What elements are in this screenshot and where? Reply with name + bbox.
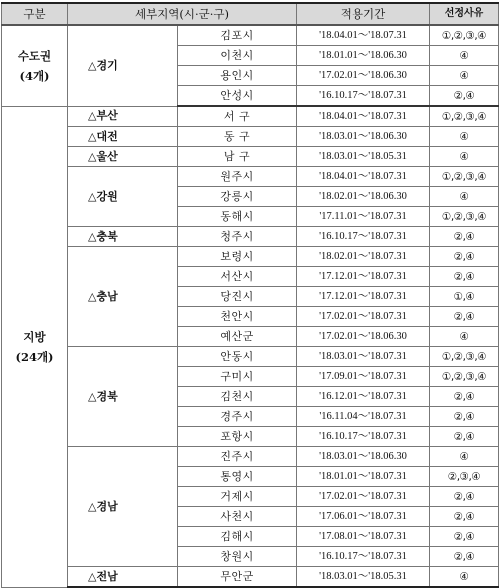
reason-cell: ④	[430, 127, 499, 147]
sub-region-cell: △충남	[68, 247, 178, 347]
period-cell: '18.03.01～'18.05.31	[297, 567, 430, 588]
reason-cell: ②,④	[430, 227, 499, 247]
period-cell: '17.06.01～'18.07.31	[297, 507, 430, 527]
sub-region-cell: △경북	[68, 347, 178, 447]
reason-cell: ②,④	[430, 407, 499, 427]
period-cell: '16.10.17～'18.07.31	[297, 427, 430, 447]
period-cell: '18.04.01～'18.07.31	[297, 25, 430, 46]
reason-cell: ④	[430, 187, 499, 207]
category-cell	[2, 25, 68, 106]
reason-cell: ①,②,③,④	[430, 207, 499, 227]
sub-region-cell: △충북	[68, 227, 178, 247]
reason-cell: ①,②,③,④	[430, 106, 499, 127]
reason-cell: ②,④	[430, 267, 499, 287]
category-name: 지방	[23, 329, 46, 344]
table-row	[2, 167, 499, 187]
district-cell: 예산군	[178, 327, 297, 347]
reason-cell: ①,②,③,④	[430, 167, 499, 187]
table-row	[2, 447, 499, 467]
period-cell: '18.04.01～'18.07.31	[297, 167, 430, 187]
district-cell: 이천시	[178, 46, 297, 66]
table-row	[2, 106, 499, 127]
district-cell: 김포시	[178, 25, 297, 46]
table-row	[2, 227, 499, 247]
district-cell: 무안군	[178, 567, 297, 588]
period-cell: '17.09.01～'18.07.31	[297, 367, 430, 387]
district-cell: 보령시	[178, 247, 297, 267]
period-cell: '16.10.17～'18.07.31	[297, 86, 430, 107]
header-category: 구분	[2, 3, 68, 25]
reason-cell: ①,④	[430, 287, 499, 307]
sub-region-cell: △경남	[68, 447, 178, 567]
district-cell: 경주시	[178, 407, 297, 427]
reason-cell: ②,④	[430, 86, 499, 107]
period-cell: '18.03.01～'18.06.30	[297, 447, 430, 467]
category-name: 수도권	[17, 48, 52, 63]
sub-region-cell: △대전	[68, 127, 178, 147]
region-table	[1, 2, 499, 588]
period-cell: '16.12.01～'18.07.31	[297, 387, 430, 407]
reason-cell: ②,④	[430, 307, 499, 327]
reason-cell: ④	[430, 567, 499, 588]
table-row	[2, 127, 499, 147]
district-cell: 포항시	[178, 427, 297, 447]
period-cell: '17.12.01～'18.07.31	[297, 287, 430, 307]
region-table-container	[1, 2, 498, 588]
reason-cell: ②,④	[430, 527, 499, 547]
reason-cell: ①,②,③,④	[430, 25, 499, 46]
period-cell: '18.01.01～'18.06.30	[297, 46, 430, 66]
period-cell: '18.02.01～'18.06.30	[297, 187, 430, 207]
district-cell: 용인시	[178, 66, 297, 86]
reason-cell: ①,②,③,④	[430, 347, 499, 367]
table-row	[2, 247, 499, 267]
district-cell: 동 구	[178, 127, 297, 147]
district-cell: 원주시	[178, 167, 297, 187]
district-cell: 사천시	[178, 507, 297, 527]
period-cell: '17.08.01～'18.07.31	[297, 527, 430, 547]
district-cell: 청주시	[178, 227, 297, 247]
district-cell: 남 구	[178, 147, 297, 167]
period-cell: '18.03.01～'18.06.30	[297, 127, 430, 147]
period-cell: '18.03.01～'18.05.31	[297, 147, 430, 167]
header-reason: 선정사유	[430, 3, 499, 25]
reason-cell: ②,③,④	[430, 467, 499, 487]
reason-cell: ①,②,③,④	[430, 367, 499, 387]
district-cell: 서 구	[178, 106, 297, 127]
reason-cell: ④	[430, 327, 499, 347]
reason-cell: ②,④	[430, 507, 499, 527]
period-cell: '17.02.01～'18.07.31	[297, 307, 430, 327]
district-cell: 통영시	[178, 467, 297, 487]
district-cell: 진주시	[178, 447, 297, 467]
period-cell: '17.02.01～'18.06.30	[297, 66, 430, 86]
period-cell: '16.10.17～'18.07.31	[297, 227, 430, 247]
period-cell: '17.02.01～'18.06.30	[297, 327, 430, 347]
reason-cell: ②,④	[430, 487, 499, 507]
reason-cell: ②,④	[430, 387, 499, 407]
district-cell: 동해시	[178, 207, 297, 227]
reason-cell: ④	[430, 147, 499, 167]
district-cell: 김해시	[178, 527, 297, 547]
district-cell: 안성시	[178, 86, 297, 107]
header-region: 세부지역(시·군·구)	[68, 3, 297, 25]
reason-cell: ②,④	[430, 427, 499, 447]
district-cell: 서산시	[178, 267, 297, 287]
sub-region-cell: △강원	[68, 167, 178, 227]
reason-cell: ④	[430, 46, 499, 66]
district-cell: 창원시	[178, 547, 297, 567]
district-cell: 구미시	[178, 367, 297, 387]
period-cell: '16.10.17～'18.07.31	[297, 547, 430, 567]
reason-cell: ②,④	[430, 247, 499, 267]
reason-cell: ④	[430, 447, 499, 467]
period-cell: '18.03.01～'18.07.31	[297, 347, 430, 367]
period-cell: '18.01.01～'18.07.31	[297, 467, 430, 487]
period-cell: '17.11.01～'18.07.31	[297, 207, 430, 227]
category-cell	[2, 106, 68, 587]
district-cell: 김천시	[178, 387, 297, 407]
period-cell: '18.04.01～'18.07.31	[297, 106, 430, 127]
header-row	[2, 3, 499, 25]
district-cell: 안동시	[178, 347, 297, 367]
table-row	[2, 147, 499, 167]
period-cell: '17.12.01～'18.07.31	[297, 267, 430, 287]
table-row	[2, 25, 499, 46]
district-cell: 거제시	[178, 487, 297, 507]
period-cell: '16.11.04～'18.07.31	[297, 407, 430, 427]
district-cell: 천안시	[178, 307, 297, 327]
period-cell: '18.02.01～'18.07.31	[297, 247, 430, 267]
reason-cell: ④	[430, 66, 499, 86]
district-cell: 강릉시	[178, 187, 297, 207]
period-cell: '17.02.01～'18.07.31	[297, 487, 430, 507]
sub-region-cell: △울산	[68, 147, 178, 167]
table-body	[2, 25, 499, 587]
sub-region-cell: △부산	[68, 106, 178, 127]
reason-cell: ②,④	[430, 547, 499, 567]
district-cell: 당진시	[178, 287, 297, 307]
category-count: (24개)	[15, 349, 54, 364]
sub-region-cell: △전남	[68, 567, 178, 588]
sub-region-cell: △경기	[68, 25, 178, 106]
category-count: (4개)	[19, 68, 50, 83]
header-period: 적용기간	[297, 3, 430, 25]
table-row	[2, 347, 499, 367]
